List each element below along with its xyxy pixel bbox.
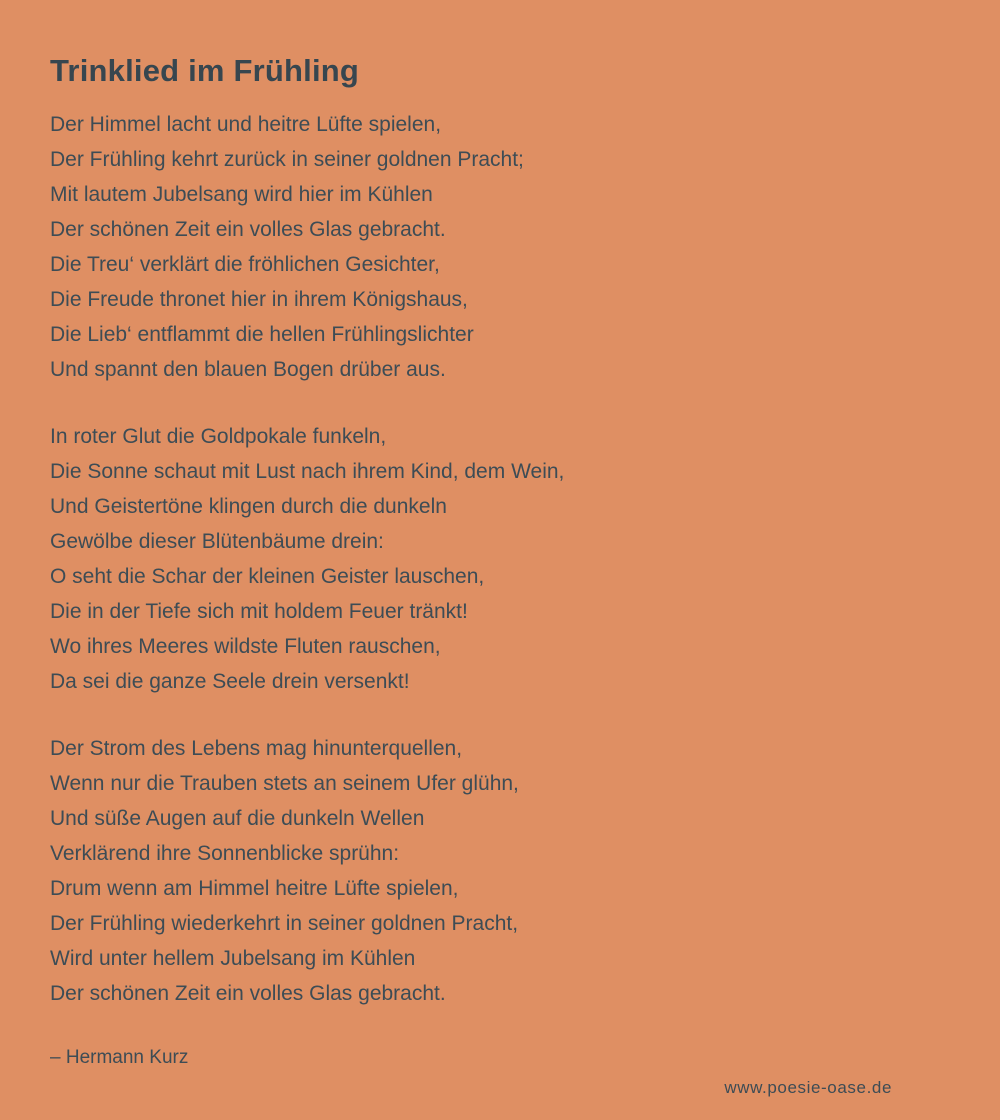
stanza xyxy=(50,731,950,1011)
poem-line: Der schönen Zeit ein volles Glas gebracht. xyxy=(50,218,446,242)
poem-line: Die Freude thronet hier in ihrem Königshaus, xyxy=(50,288,468,312)
poem-line: Die Treu‘ verklärt die fröhlichen Gesichter, xyxy=(50,253,440,277)
poem-line: Wird unter hellem Jubelsang im Kühlen xyxy=(50,947,416,971)
poem-line: Die in der Tiefe sich mit holdem Feuer tränkt! xyxy=(50,600,468,624)
poem-line: Der Himmel lacht und heitre Lüfte spielen, xyxy=(50,113,442,137)
poem-line: Und Geistertöne klingen durch die dunkeln xyxy=(50,495,447,519)
poem-line: Wo ihres Meeres wildste Fluten rauschen, xyxy=(50,635,441,659)
poem-line: Wenn nur die Trauben stets an seinem Ufer glühn, xyxy=(50,772,519,796)
poem-line: Der schönen Zeit ein volles Glas gebracht. xyxy=(50,982,446,1006)
stanza xyxy=(50,107,950,387)
page-title: Trinklied im Frühling xyxy=(50,53,360,88)
poem-line: Die Lieb‘ entflammt die hellen Frühlingslichter xyxy=(50,323,474,347)
poem-line: Die Sonne schaut mit Lust nach ihrem Kind, dem Wein, xyxy=(50,460,565,484)
poem-line: In roter Glut die Goldpokale funkeln, xyxy=(50,425,387,449)
poem-line: Und spannt den blauen Bogen drüber aus. xyxy=(50,358,446,382)
poem-line: Drum wenn am Himmel heitre Lüfte spielen, xyxy=(50,877,459,901)
poem-line: Der Strom des Lebens mag hinunterquellen, xyxy=(50,737,463,761)
poem-line: O seht die Schar der kleinen Geister lauschen, xyxy=(50,565,485,589)
poem-body xyxy=(50,107,950,1011)
poem-line: Verklärend ihre Sonnenblicke sprühn: xyxy=(50,842,400,866)
stanza xyxy=(50,419,950,699)
poem-line: Der Frühling kehrt zurück in seiner goldnen Pracht; xyxy=(50,148,524,172)
poem-line: Da sei die ganze Seele drein versenkt! xyxy=(50,670,410,694)
poem-line: Und süße Augen auf die dunkeln Wellen xyxy=(50,807,425,831)
poem-line: Gewölbe dieser Blütenbäume drein: xyxy=(50,530,384,554)
poem-line: Mit lautem Jubelsang wird hier im Kühlen xyxy=(50,183,433,207)
poem-author: – Hermann Kurz xyxy=(50,1047,189,1069)
footer-website-url: www.poesie-oase.de xyxy=(724,1078,892,1097)
poem-line: Der Frühling wiederkehrt in seiner goldnen Pracht, xyxy=(50,912,519,936)
